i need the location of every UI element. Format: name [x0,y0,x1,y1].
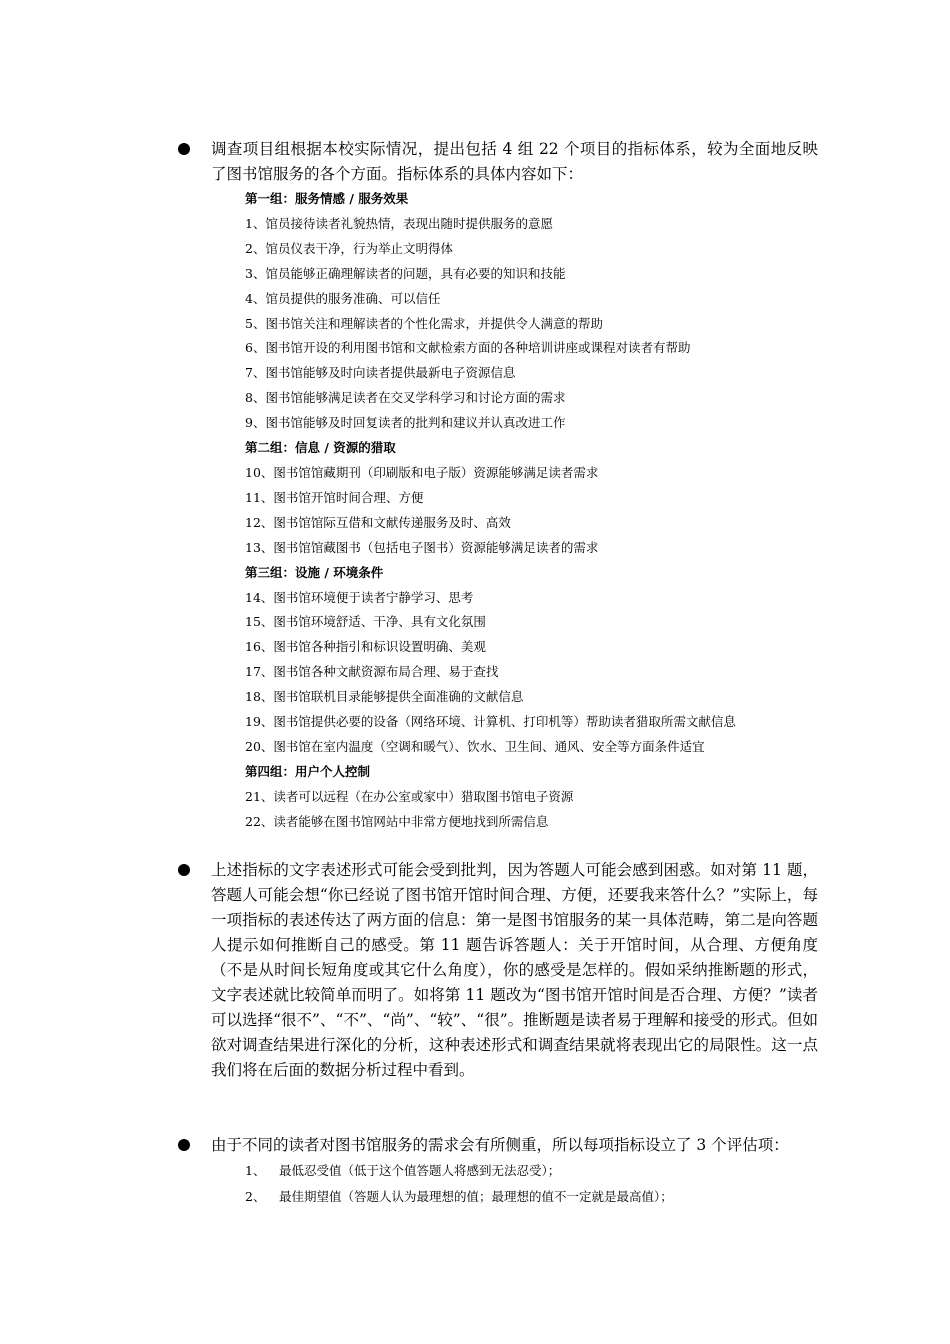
indicator-item: 10、图书馆馆藏期刊（印刷版和电子版）资源能够满足读者需求 [245,464,599,480]
bullet-dot [178,864,190,876]
indicator-group-2 [245,436,818,561]
indicator-item: 7、图书馆能够及时向读者提供最新电子资源信息 [245,365,516,381]
indicator-item: 20、图书馆在室内温度（空调和暖气）、饮水、卫生间、通风、安全等方面条件适宜 [245,738,705,754]
indicator-group-4 [245,760,818,835]
indicator-group-3 [245,561,818,760]
evaluation-paragraph: 由于不同的读者对图书馆服务的需求会有所侧重，所以每项指标设立了 3 个评估项： [211,1136,789,1154]
group-heading: 第一组：服务情感 / 服务效果 [245,191,409,206]
evaluation-text: 最低忍受值（低于这个值答题人将感到无法忍受）； [279,1163,561,1178]
indicator-item: 12、图书馆馆际互借和文献传递服务及时、高效 [245,514,511,530]
indicator-item: 16、图书馆各种指引和标识设置明确、美观 [245,639,486,655]
indicator-item: 2、馆员仪表干净，行为举止文明得体 [245,240,453,256]
evaluation-number: 2、 [245,1189,266,1204]
indicator-item: 4、馆员提供的服务准确、可以信任 [245,290,441,306]
evaluation-item [245,1158,818,1184]
bullet-section-indicators [178,137,818,835]
indicator-item: 1、馆员接待读者礼貌热情，表现出随时提供服务的意愿 [245,215,553,231]
indicator-item: 8、图书馆能够满足读者在交叉学科学习和讨论方面的需求 [245,390,566,406]
indicator-list [245,187,818,835]
indicator-item: 9、图书馆能够及时回复读者的批判和建议并认真改进工作 [245,415,566,431]
indicator-item: 11、图书馆开馆时间合理、方便 [245,489,424,505]
bullet-section-evaluation [178,1133,818,1210]
indicator-item: 13、图书馆馆藏图书（包括电子图书）资源能够满足读者的需求 [245,539,599,555]
evaluation-list [245,1158,818,1210]
indicator-item: 14、图书馆环境便于读者宁静学习、思考 [245,589,474,605]
indicator-item: 22、读者能够在图书馆网站中非常方便地找到所需信息 [245,813,549,829]
evaluation-number: 1、 [245,1163,266,1178]
indicator-item: 17、图书馆各种文献资源布局合理、易于查找 [245,664,499,680]
evaluation-text: 最佳期望值（答题人认为最理想的值；最理想的值不一定就是最高值）； [279,1189,673,1204]
indicator-item: 3、馆员能够正确理解读者的问题，具有必要的知识和技能 [245,265,566,281]
group-heading: 第四组：用户个人控制 [245,763,371,779]
group-heading: 第三组：设施 / 环境条件 [245,564,384,580]
indicator-group-1 [245,187,818,436]
indicator-item: 5、图书馆关注和理解读者的个性化需求，并提供令人满意的帮助 [245,315,603,331]
bullet-section-critique [178,858,818,1083]
indicator-item: 6、图书馆开设的利用图书馆和文献检索方面的各种培训讲座或课程对读者有帮助 [245,340,691,356]
evaluation-item [245,1184,818,1210]
critique-paragraph: 上述指标的文字表述形式可能会受到批判，因为答题人可能会感到困惑。如对第 11 题，答题人可能会想“你已经说了图书馆开馆时间合理、方便，还要我来答什么？”实际上，每一项指标的表述传达了两方面的信息：第一是图书馆服务的某一具体范畴，第二是向答题人提示如何推断自己的感受。第 11 题告诉答题人：关于开馆时间，从合理、方便角度（不是从时间长短角度或其它什么角度），你的感受是怎样的。假如采纳推断题的形式，文字表述就比较简单而明了。如将第 11 题改为“图书馆开馆时间是否合理、方便？”读者可以选择“很不”、“不”、“尚”、“较”、“很”。推断题是读者易于理解和接受的形式。但如欲对调查结果进行深化的分析，这种表述形式和调查结果就将表现出它的局限性。这一点我们将在后面的数据分析过程中看到。 [211,861,818,1079]
intro-paragraph: 调查项目组根据本校实际情况，提出包括 4 组 22 个项目的指标体系，较为全面地反映了图书馆服务的各个方面。指标体系的具体内容如下： [211,140,818,183]
bullet-dot [178,143,190,155]
group-heading: 第二组：信息 / 资源的猎取 [245,440,396,456]
indicator-item: 19、图书馆提供必要的设备（网络环境、计算机、打印机等）帮助读者猎取所需文献信息 [245,714,736,730]
indicator-item: 18、图书馆联机目录能够提供全面准确的文献信息 [245,689,524,705]
indicator-item: 15、图书馆环境舒适、干净、具有文化氛围 [245,614,486,630]
bullet-dot [178,1139,190,1151]
indicator-item: 21、读者可以远程（在办公室或家中）猎取图书馆电子资源 [245,788,574,804]
